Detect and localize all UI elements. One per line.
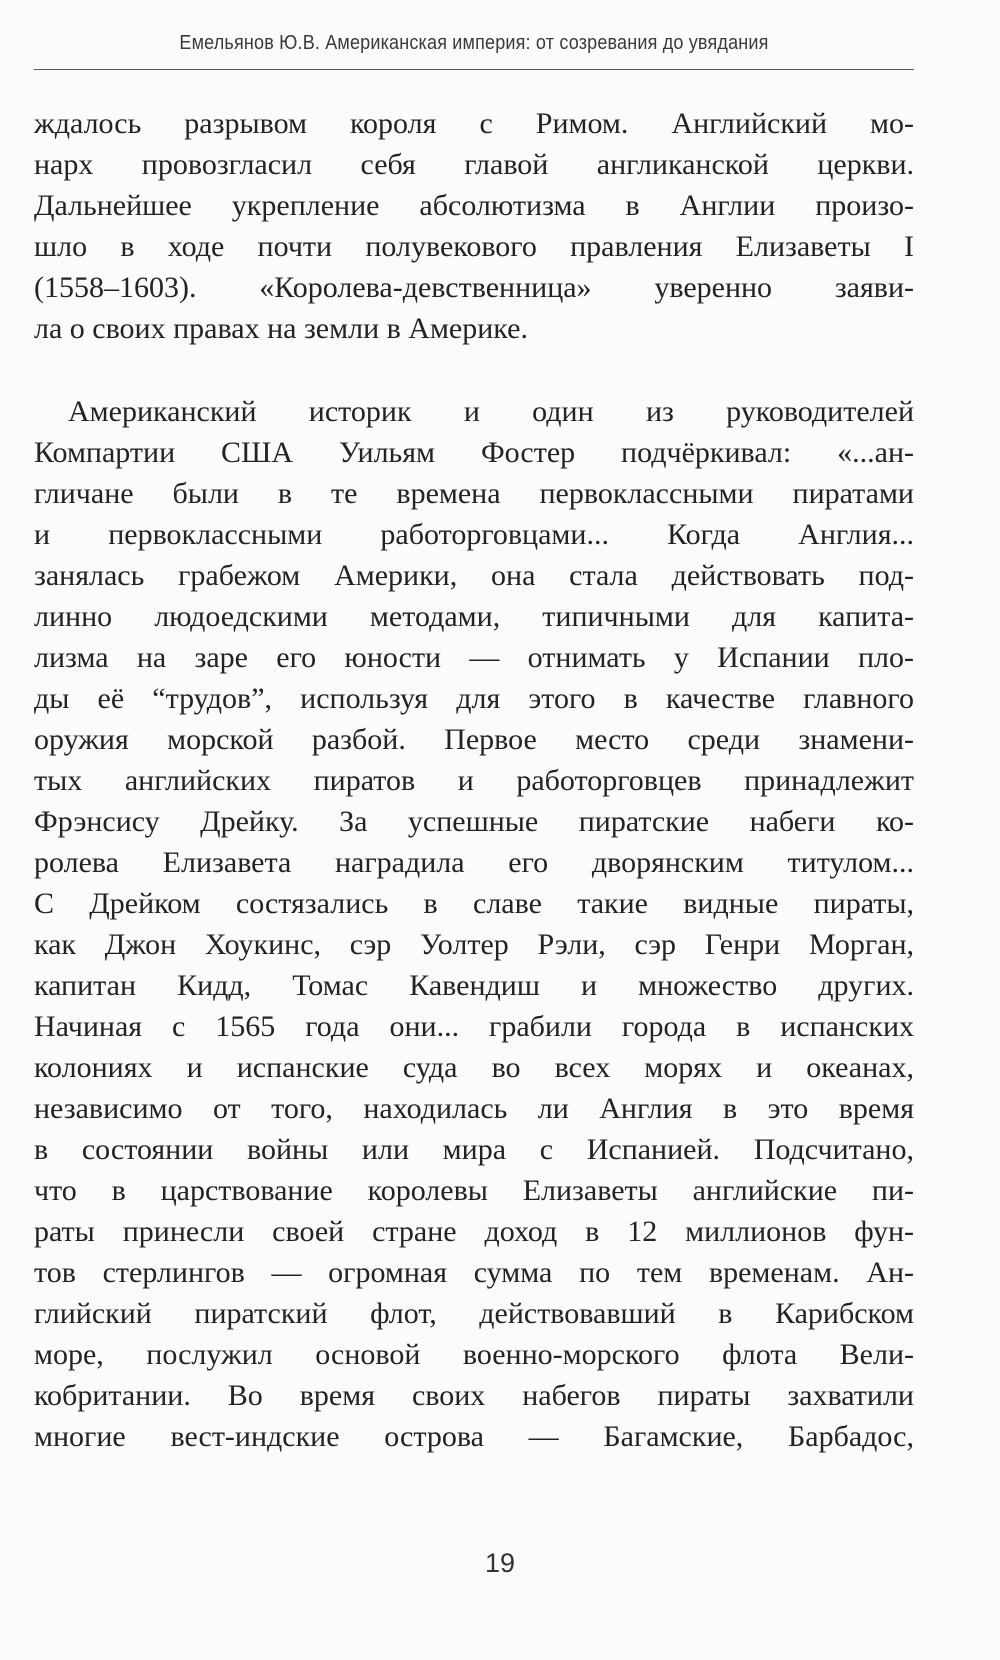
text-line: линно людоедскими методами, типичными для капита-	[34, 600, 914, 633]
text-line: оружия морской разбой. Первое место среди знамени-	[34, 723, 914, 756]
text-line: колониях и испанские суда во всех морях и океанах,	[34, 1051, 914, 1084]
text-line: тов стерлингов — огромная сумма по тем временам. Ан-	[34, 1256, 914, 1289]
text-line: и первоклассными работорговцами... Когда Англия...	[34, 518, 914, 551]
text-line: глийский пиратский флот, действовавший в Карибском	[34, 1297, 914, 1330]
header-divider	[34, 69, 914, 70]
text-line: что в царствование королевы Елизаветы английские пи-	[34, 1174, 914, 1207]
running-header: Емельянов Ю.В. Американская империя: от созревания до увядания	[179, 32, 769, 54]
text-line: ды её “трудов”, используя для этого в качестве главного	[34, 682, 914, 715]
text-line: Компартии США Уильям Фостер подчёркивал: «...ан-	[34, 436, 914, 469]
text-line: шло в ходе почти полувекового правления Елизаветы I	[34, 230, 914, 263]
text-line: независимо от того, находилась ли Англия в это время	[34, 1092, 914, 1125]
text-line: Американский историк и один из руководителей	[68, 395, 914, 428]
text-line: (1558–1603). «Королева-девственница» уверенно заяви-	[34, 271, 914, 304]
text-line: нарх провозгласил себя главой англиканской церкви.	[34, 148, 914, 181]
text-line: лизма на заре его юности — отнимать у Испании пло-	[34, 641, 914, 674]
text-line: Фрэнсису Дрейку. За успешные пиратские набеги ко-	[34, 805, 914, 838]
text-line: С Дрейком состязались в славе такие видные пираты,	[34, 887, 914, 920]
text-line: тых английских пиратов и работорговцев принадлежит	[34, 764, 914, 797]
paragraph-2	[34, 391, 914, 1457]
text-line: ролева Елизавета наградила его дворянским титулом...	[34, 846, 914, 879]
paragraph-1	[34, 103, 914, 349]
text-line: многие вест-индские острова — Багамские, Барбадос,	[34, 1420, 914, 1453]
text-line: гличане были в те времена первоклассными пиратами	[34, 477, 914, 510]
text-line: ла о своих правах на земли в Америке.	[34, 312, 528, 345]
text-line: в состоянии войны или мира с Испанией. Подсчитано,	[34, 1133, 914, 1166]
text-line: раты принесли своей стране доход в 12 миллионов фун-	[34, 1215, 914, 1248]
text-line: Дальнейшее укрепление абсолютизма в Англии произо-	[34, 189, 914, 222]
text-line: ждалось разрывом короля с Римом. Английский мо-	[34, 107, 914, 140]
text-line: как Джон Хоукинс, сэр Уолтер Рэли, сэр Генри Морган,	[34, 928, 914, 961]
page-number: 19	[484, 1548, 516, 1578]
text-line: Начиная с 1565 года они... грабили города в испанских	[34, 1010, 914, 1043]
text-line: кобритании. Во время своих набегов пираты захватили	[34, 1379, 914, 1412]
text-line: капитан Кидд, Томас Кавендиш и множество других.	[34, 969, 914, 1002]
text-line: море, послужил основой военно-морского флота Вели-	[34, 1338, 914, 1371]
text-line: занялась грабежом Америки, она стала действовать под-	[34, 559, 914, 592]
